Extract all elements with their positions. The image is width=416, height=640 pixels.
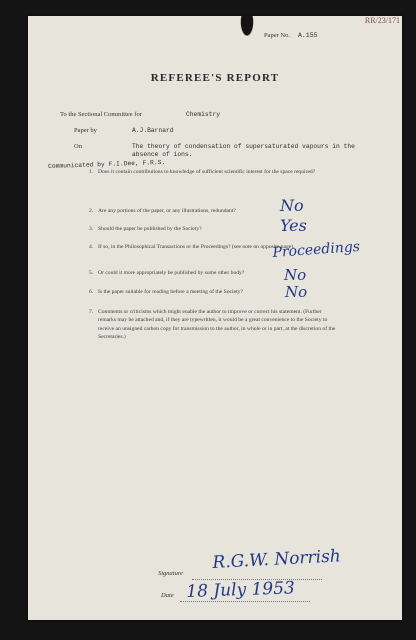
answer-4: Proceedings [272,238,361,261]
answer-6: No [285,283,308,301]
question-5 [89,269,289,277]
signature-label: Signature [158,570,184,577]
question-text: If so, in the Philosophical Transactions or the Proceedings? (see note on opposite page). [98,244,295,250]
question-text: Are any portions of the paper, or any illustrations, redundant? [98,208,236,214]
torn-corner [236,16,258,46]
communicated-by: Communicated by F.I.Dee, F.R.S. [48,158,166,170]
date-value: 18 July 1953 [186,578,296,602]
question-text: Comments or criticisms which might enable the author to improve or correct his statement. (Further remarks may be attached and, if they are typewritten, it would be a great convenience to the Society to receive an unsigned carbon copy for transmission to the author, in whole or in part, at the discretion of the Secretaries.) [98,309,336,340]
question-3 [89,225,289,233]
question-text: Does it contain contributions to knowledge of sufficient scientific interest for the space required? [98,169,316,175]
answer-5: No [284,266,307,284]
question-1 [89,168,351,176]
archive-reference: RR/23/171 [364,16,400,25]
question-number: 5. [89,270,94,276]
question-text: Or could it more appropriately be published by some other body? [98,270,245,276]
question-text: Is the paper suitable for reading before a meeting of the Society? [98,289,243,295]
committee-label: To the Sectional Committee for [60,111,142,118]
on-value-line1: The theory of condensation of supersaturated vapours in the [132,143,355,150]
question-6 [89,288,289,296]
on-value-line2: absence of ions. [132,151,193,158]
signature-value: R.G.W. Norrish [212,546,342,573]
question-text: Should the paper be published by the Society? [98,226,202,232]
question-number: 7. [89,309,94,315]
question-number: 6. [89,289,94,295]
paper-by-label: Paper by [74,127,97,134]
question-number: 1. [89,169,94,175]
report-sheet [28,16,402,620]
question-7 [89,308,339,341]
question-number: 4. [89,244,94,250]
paper-number [264,32,318,39]
question-number: 3. [89,226,94,232]
committee-value: Chemistry [186,111,221,118]
answer-3: Yes [280,216,307,235]
answer-2: No [280,196,304,215]
page-title: REFEREE'S REPORT [150,72,280,84]
on-label: On [74,143,82,150]
paper-no-value: A.155 [298,32,318,39]
paper-by-value: A.J.Barnard [132,127,174,134]
question-number: 2. [89,208,94,214]
date-label: Date [161,592,174,599]
question-2 [89,207,289,215]
paper-no-label: Paper No. [264,32,290,39]
